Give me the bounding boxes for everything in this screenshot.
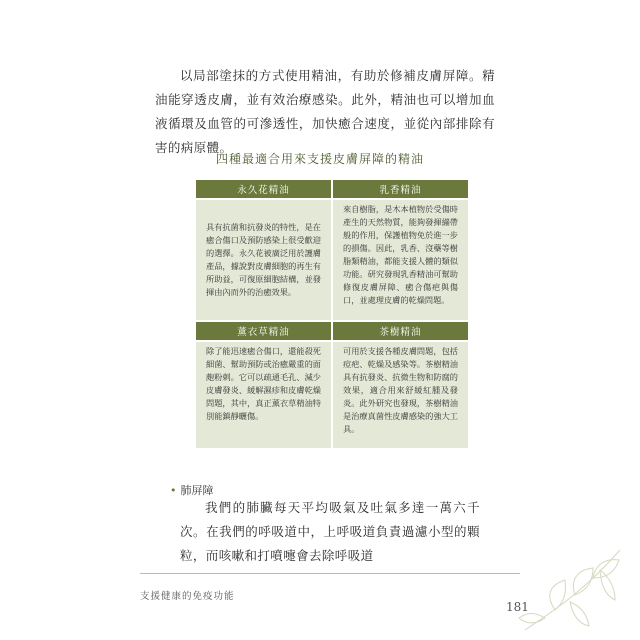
table-cell-text: 可用於支援各種皮膚問題，包括痘疤、乾燥及感染等。茶樹精油具有抗發炎、抗微生物和防腐的效果，適合用來舒緩紅腫及發炎。此外研究也發現，茶樹精油是治療真菌性皮膚感染的強大工具。 <box>343 346 458 434</box>
table-heading-lavender: 薰衣草精油 <box>196 322 331 340</box>
table-heading-tea-tree: 茶樹精油 <box>333 322 468 340</box>
intro-text: 以局部塗抹的方式使用精油，有助於修補皮膚屏障。精油能穿透皮膚，並有效治療感染。此外，精油也可以增加血液循環及血管的可滲透性，加快癒合速度，並從內部排除有害的病原體。 <box>155 68 495 155</box>
intro-paragraph <box>155 64 495 160</box>
page-number: 181 <box>506 600 529 614</box>
table-title: 四種最適合用來支援皮膚屏障的精油 <box>215 152 424 166</box>
table-cell-helichrysum <box>196 200 331 320</box>
section-paragraph <box>180 496 480 568</box>
leaf-decoration-icon <box>515 540 625 635</box>
table-cell-text: 除了能迅速癒合傷口，還能殺死細菌、幫助預防或治癒嚴重的面皰粉刺。它可以疏通毛孔、減少皮膚發炎、緩解濕疹和皮膚乾燥問題，其中，真正薰衣草精油特別能鎮靜曬傷。 <box>206 346 321 421</box>
table-cell-frankincense <box>333 200 468 320</box>
table-cell-text: 來自樹脂，是木本植物於受傷時產生的天然物質，能夠發揮繃帶般的作用，保護植物免於進一步的損傷。因此，乳香、沒藥等樹脂類精油，都能支援人體的類似功能。研究發現乳香精油可幫助修復皮膚屏障、癒合傷疤與傷口，並處理皮膚的乾燥問題。 <box>343 204 458 305</box>
bullet-icon: • <box>170 484 177 497</box>
section-text: 我們的肺臟每天平均吸氣及吐氣多達一萬六千次。在我們的呼吸道中，上呼吸道負責過濾小型的顆粒，而咳嗽和打噴嚏會去除呼吸道 <box>180 500 480 563</box>
running-footer: 支援健康的免疫功能 <box>140 591 235 602</box>
section-heading-text: 肺屏障 <box>180 484 214 497</box>
footer-divider <box>140 573 520 574</box>
essential-oil-table <box>196 180 468 446</box>
table-cell-lavender <box>196 342 331 448</box>
table-cell-tea-tree <box>333 342 468 448</box>
table-heading-helichrysum: 永久花精油 <box>196 180 331 198</box>
table-cell-text: 具有抗菌和抗發炎的特性，是在癒合傷口及預防感染上很受歡迎的選擇。永久花被廣泛用於護膚產品，據說對皮膚細胞的再生有所助益，可復原細胞結構，並發揮由內而外的治癒效果。 <box>206 222 321 297</box>
table-heading-frankincense: 乳香精油 <box>333 180 468 198</box>
